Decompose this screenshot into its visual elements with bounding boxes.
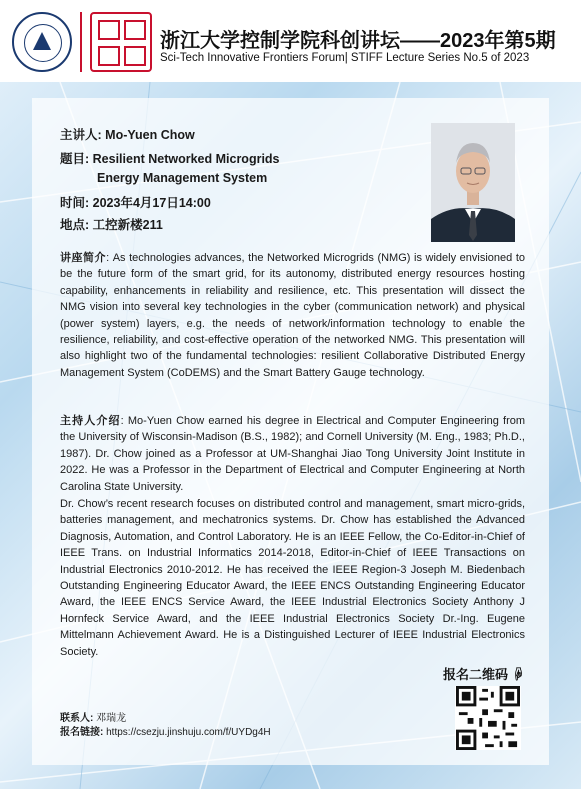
qr-label: 报名二维码 ☟ bbox=[443, 667, 525, 682]
bio-paragraph-2 bbox=[60, 496, 525, 660]
bio-label: 主持人介绍 bbox=[60, 415, 121, 427]
contact-person bbox=[60, 709, 126, 724]
bio-paragraph-1 bbox=[60, 413, 525, 495]
header-divider bbox=[80, 12, 82, 72]
abstract-paragraph bbox=[60, 250, 525, 381]
bio-text-1: : Mo-Yuen Chow earned his degree in Electrical and Computer Engineering from the University of Wisconsin-Madison (B.S., 1982); and Cornell University (M. Eng., 1983; Ph.D., 1987). Dr. Chow joined as a Professor at UM-Shanghai Jiao Tong University Joint Institute in 2022. He was a Professor in the Department of Electrical and Computer Engineering at North Carolina State University. bbox=[60, 415, 526, 493]
time-value: 2023年4月17日14:00 bbox=[92, 196, 211, 210]
bio-text-2: Dr. Chow’s recent research focuses on distributed control and management, smart micro-grids, batteries management, and mechatronics systems. Dr. Chow has established the Advanced Diagnosis, Automation, and Control Laboratory. He is an IEEE Fellow, the Co-Editor-in-Chief of IEEE Trans. on Industrial Informatics 2014-2018, Editor-in-Chief of IEEE Transactions on Industrial Electronics 2010-2012. He has received the IEEE Region-3 Joseph M. Biedenbach Outstanding Engineering Educator Award, the IEEE ENCS Outstanding Engineering Educator Award, the IEEE ENCS Service Award, the IEEE Industrial Electronics Society Anthony J Hornfeck Service Award, and the IEEE Industrial Electronics Society Dr.-Ing. Eugene Mittelmann Achievement Award. He is a Distinguished Lecturer of IEEE Industrial Electronics Society. bbox=[60, 498, 525, 658]
abstract-text: : As technologies advances, the Networked Microgrids (NMG) is widely envisioned to be the future form of the smart grid, for its autonomy, distributed energy resources hosting capability, enhancements in reliability and resilience, etc. This presentation will dissect the NMG vision into several key technologies in the cyber (communication network) and physical (power system) layers, e.g. the needs of network/information technology to enable the resilience, reliability, and cost-effective operation of the networked NMG. This presentation will also highlight two of the fundamental technologies: resilient Collaborative Distributed Energy Management System (CoDEMS) and the Smart Battery Gauge technology. bbox=[60, 252, 526, 379]
registration-link[interactable]: https://csezju.jinshuju.com/f/UYDg4H bbox=[106, 727, 271, 738]
abstract-label: 讲座简介 bbox=[60, 252, 107, 264]
link-label: 报名链接: bbox=[60, 727, 104, 738]
time-row bbox=[60, 193, 211, 211]
registration-link-row bbox=[60, 723, 271, 738]
topic-line2: Energy Management System bbox=[97, 171, 268, 185]
header bbox=[0, 0, 581, 82]
speaker-label: 主讲人: bbox=[60, 128, 102, 142]
time-label: 时间: bbox=[60, 196, 90, 210]
zju-logo bbox=[12, 12, 72, 72]
pointer-icon: ☟ bbox=[508, 667, 525, 682]
college-logo bbox=[90, 12, 152, 72]
qr-code[interactable] bbox=[455, 686, 521, 750]
topic-row-2 bbox=[97, 171, 267, 185]
topic-row bbox=[60, 149, 280, 167]
qr-code-image bbox=[455, 686, 521, 750]
title-en: Sci-Tech Innovative Frontiers Forum| STIFF Lecture Series No.5 of 2023 bbox=[160, 52, 530, 64]
place-value: 工控新楼211 bbox=[92, 218, 163, 232]
topic-line1: Resilient Networked Microgrids bbox=[92, 152, 280, 166]
contact-label: 联系人: bbox=[60, 713, 94, 724]
contact-name: 邓瑞龙 bbox=[96, 713, 127, 724]
place-label: 地点: bbox=[60, 218, 90, 232]
topic-label: 题目: bbox=[60, 152, 90, 166]
speaker-photo bbox=[431, 123, 515, 242]
speaker-name: Mo-Yuen Chow bbox=[105, 128, 195, 142]
speaker-row bbox=[60, 125, 195, 143]
place-row bbox=[60, 215, 163, 233]
title-cn: 浙江大学控制学院科创讲坛——2023年第5期 bbox=[160, 30, 556, 52]
